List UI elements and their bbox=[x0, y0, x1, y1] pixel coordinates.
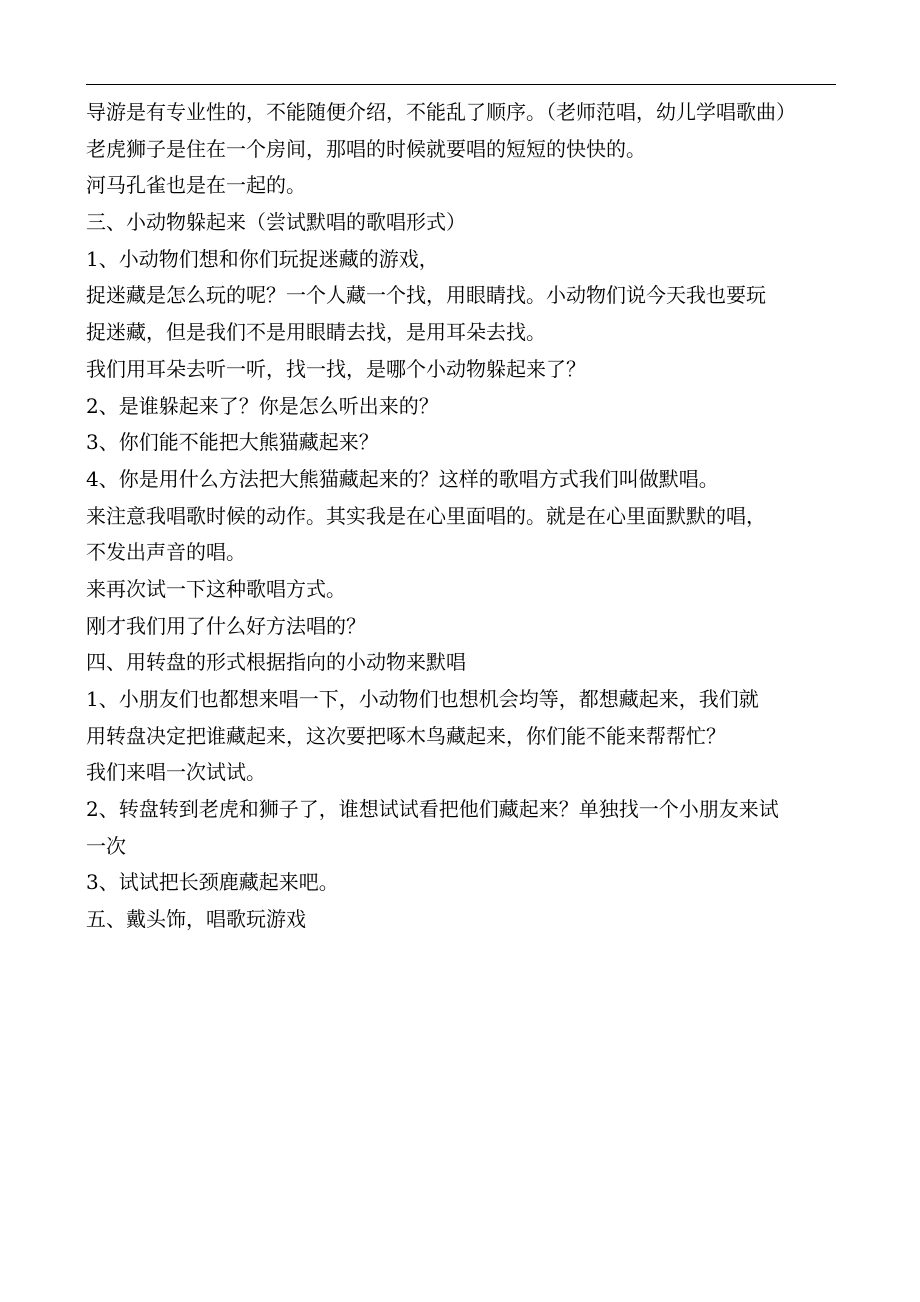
text-line: 2、转盘转到老虎和狮子了，谁想试试看把他们藏起来？单独找一个小朋友来试 bbox=[86, 797, 779, 822]
text-line: 用转盘决定把谁藏起来，这次要把啄木鸟藏起来，你们能不能来帮帮忙？ bbox=[86, 723, 726, 748]
header-rule bbox=[86, 84, 836, 85]
text-line: 来注意我唱歌时候的动作。其实我是在心里面唱的。就是在心里面默默的唱， bbox=[86, 503, 766, 528]
text-line: 2、是谁躲起来了？你是怎么听出来的？ bbox=[86, 393, 439, 418]
text-line: 不发出声音的唱。 bbox=[86, 540, 246, 565]
text-line: 导游是有专业性的，不能随便介绍，不能乱了顺序。（老师范唱，幼儿学唱歌曲） bbox=[86, 100, 796, 124]
text-line: 我们用耳朵去听一听，找一找，是哪个小动物躲起来了？ bbox=[86, 356, 586, 381]
document-body bbox=[86, 94, 846, 938]
text-line: 3、试试把长颈鹿藏起来吧。 bbox=[86, 870, 339, 895]
text-line: 3、你们能不能把大熊猫藏起来？ bbox=[86, 430, 379, 455]
text-line: 1、小动物们想和你们玩捉迷藏的游戏， bbox=[86, 246, 439, 271]
text-line: 1、小朋友们也都想来唱一下，小动物们也想机会均等，都想藏起来，我们就 bbox=[86, 687, 759, 711]
section-heading: 四、用转盘的形式根据指向的小动物来默唱 bbox=[86, 650, 466, 675]
text-line: 我们来唱一次试试。 bbox=[86, 760, 266, 785]
section-heading: 五、戴头饰，唱歌玩游戏 bbox=[86, 907, 306, 932]
text-line: 老虎狮子是住在一个房间，那唱的时候就要唱的短短的快快的。 bbox=[86, 136, 646, 161]
text-line: 4、你是用什么方法把大熊猫藏起来的？这样的歌唱方式我们叫做默唱。 bbox=[86, 466, 719, 491]
text-line: 捉迷藏是怎么玩的呢？一个人藏一个找，用眼睛找。小动物们说今天我也要玩 bbox=[86, 283, 766, 308]
text-line: 来再次试一下这种歌唱方式。 bbox=[86, 576, 346, 601]
text-line: 刚才我们用了什么好方法唱的？ bbox=[86, 613, 366, 638]
section-heading: 三、小动物躲起来（尝试默唱的歌唱形式） bbox=[86, 210, 466, 235]
text-line: 捉迷藏，但是我们不是用眼睛去找，是用耳朵去找。 bbox=[86, 320, 546, 345]
text-line: 一次 bbox=[86, 833, 126, 858]
text-line: 河马孔雀也是在一起的。 bbox=[86, 173, 306, 198]
